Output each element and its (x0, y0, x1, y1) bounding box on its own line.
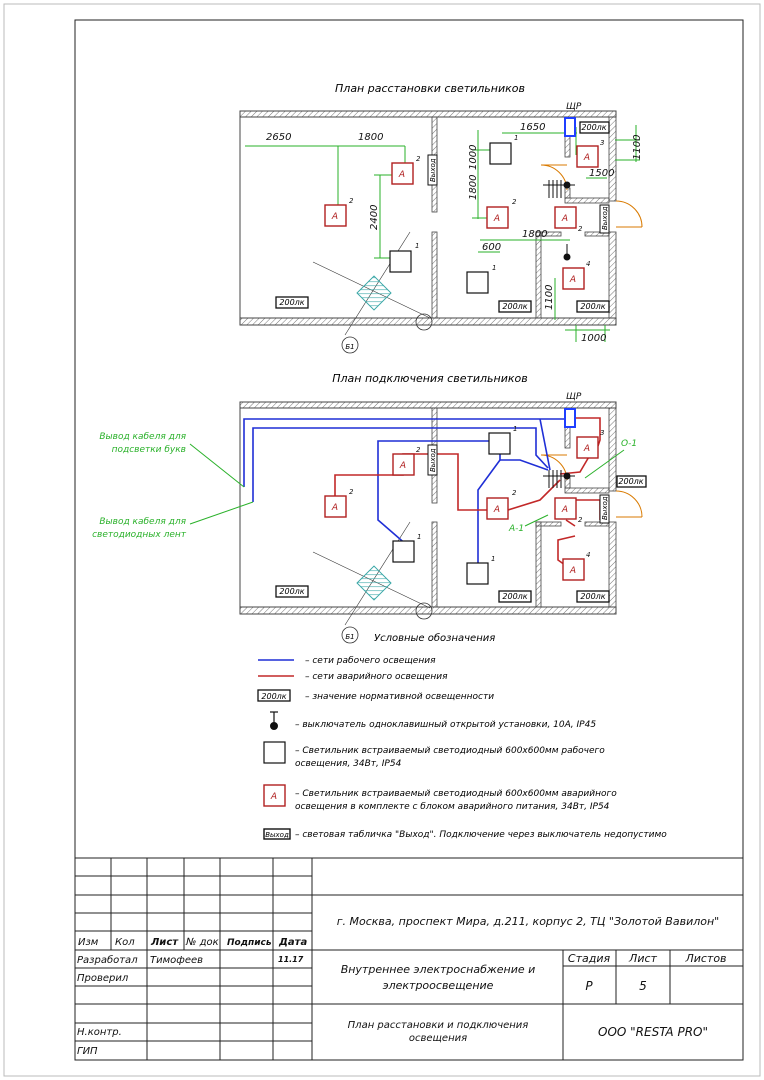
row-gip: ГИП (77, 1046, 98, 1057)
dim-1650: 1650 (520, 122, 546, 133)
exit-sign-plan2-right (600, 495, 609, 523)
lux-label: 200лк (502, 592, 528, 601)
legend-switch-icon (270, 712, 278, 730)
dim-1800a: 1800 (358, 132, 384, 143)
svg-text:А: А (493, 505, 501, 515)
dim-1100a: 1100 (632, 134, 643, 160)
svg-text:200лк: 200лк (261, 692, 287, 701)
svg-text:А: А (398, 170, 406, 180)
svg-text:А: А (561, 214, 569, 224)
svg-text:ЩР: ЩР (566, 392, 582, 402)
lux-label: 200лк (279, 587, 305, 596)
cable-note-letters: Вывод кабеля для (99, 432, 186, 442)
razrabotal-name: Тимофеев (150, 955, 204, 966)
svg-text:Выход: Выход (601, 206, 609, 230)
svg-text:А: А (569, 566, 577, 576)
panel-shr-plan1 (565, 118, 575, 136)
lux-label: 200лк (618, 477, 644, 486)
row-nkontr: Н.контр. (77, 1027, 122, 1038)
label-a1: А-1 (509, 524, 525, 534)
list-label: Лист (629, 952, 657, 965)
svg-text:2: 2 (578, 516, 583, 524)
cable-note-led: Вывод кабеля для (99, 517, 186, 527)
svg-text:Выход: Выход (429, 448, 437, 472)
svg-text:Выход: Выход (265, 831, 289, 839)
col-podpis: Подпись (227, 938, 272, 948)
plan2-title: План подключения светильников (332, 372, 528, 385)
svg-text:3: 3 (600, 429, 605, 437)
svg-text:2: 2 (349, 488, 354, 496)
svg-text:А: А (399, 461, 407, 471)
svg-text:Б1: Б1 (345, 633, 355, 641)
address: г. Москва, проспект Мира, д.211, корпус 2, ТЦ "Золотой Вавилон" (336, 915, 720, 928)
plan1-walls (240, 111, 642, 325)
legend-emerg-net: – сети аварийного освещения (305, 672, 448, 682)
exit-sign-plan1 (428, 155, 437, 185)
exit-sign-plan2 (428, 445, 437, 475)
svg-text:1: 1 (491, 555, 496, 563)
work-lamp (390, 251, 411, 272)
svg-text:А: А (331, 212, 339, 222)
work-lamp (490, 143, 511, 164)
svg-text:2: 2 (578, 225, 583, 233)
dim-1800c: 1800 (522, 229, 548, 240)
svg-text:электроосвещение: электроосвещение (382, 979, 494, 992)
legend-work-net: – сети рабочего освещения (305, 656, 436, 666)
svg-text:подсветки букв: подсветки букв (111, 445, 186, 455)
plan1-ceiling-fan (357, 276, 391, 310)
svg-text:светодиодных лент: светодиодных лент (92, 530, 186, 540)
legend-lux-text: – значение нормативной освещенности (305, 692, 495, 702)
stadia-value: Р (585, 979, 593, 993)
plan-connections (92, 372, 646, 643)
sheet-title: План расстановки и подключения (347, 1020, 529, 1031)
plan2-ceiling-fan (357, 566, 391, 600)
dim-1500: 1500 (589, 168, 615, 179)
svg-text:1: 1 (514, 134, 519, 142)
razrabotal-date: 11.17 (278, 955, 304, 964)
dim-1800b: 1800 (468, 174, 479, 200)
svg-text:1: 1 (513, 425, 518, 433)
work-lamp (489, 433, 510, 454)
svg-text:4: 4 (586, 551, 591, 559)
svg-text:А: А (270, 792, 278, 802)
project-title: Внутреннее электроснабжение и (340, 963, 536, 976)
lux-label: 200лк (580, 302, 606, 311)
svg-text:освещения в комплекте с блоком: освещения в комплекте с блоком аварийного питания, 34Вт, IP54 (295, 802, 610, 812)
legend-work-lamp-text: – Светильник встраиваемый светодиодный 600х600мм рабочего (295, 746, 605, 756)
dim-2400: 2400 (369, 204, 380, 230)
exit-sign-plan1-right (600, 205, 609, 233)
dim-1100b: 1100 (544, 284, 555, 310)
legend-switch-text: – выключатель одноклавишный открытой установки, 10А, IP45 (295, 720, 597, 730)
col-data: Дата (279, 937, 308, 948)
svg-text:освещения: освещения (408, 1033, 468, 1044)
label-o1: О-1 (621, 439, 638, 449)
plan-layout (240, 82, 643, 353)
svg-text:3: 3 (600, 139, 605, 147)
stadia-label: Стадия (567, 952, 611, 965)
svg-text:2: 2 (416, 155, 421, 163)
list-number: 5 (639, 979, 647, 993)
svg-text:2: 2 (416, 446, 421, 454)
lux-label: 200лк (279, 298, 305, 307)
legend-emerg-lamp-text: – Светильник встраиваемый светодиодный 600х600мм аварийного (295, 789, 617, 799)
svg-text:А: А (331, 503, 339, 513)
plan2-walls (240, 402, 642, 614)
axis-b1-label: Б1 (345, 343, 355, 351)
svg-text:2: 2 (349, 197, 354, 205)
svg-text:1: 1 (492, 264, 497, 272)
work-lamp (467, 272, 488, 293)
svg-text:Выход: Выход (601, 496, 609, 520)
dim-1000a: 1000 (468, 144, 479, 170)
listov-label: Листов (685, 952, 727, 965)
lux-label: 200лк (581, 123, 607, 132)
svg-text:А: А (493, 214, 501, 224)
legend-exit-text: – световая табличка "Выход". Подключение через выключатель недопустимо (295, 830, 667, 840)
svg-text:А: А (583, 444, 591, 454)
lux-label: 200лк (502, 302, 528, 311)
svg-text:1: 1 (415, 242, 420, 250)
lux-label: 200лк (580, 592, 606, 601)
panel-shr-plan2 (565, 409, 575, 427)
svg-text:1: 1 (417, 533, 422, 541)
svg-text:А: А (569, 275, 577, 285)
work-lamp (393, 541, 414, 562)
work-lamp (467, 563, 488, 584)
dim-1000b: 1000 (581, 333, 607, 344)
col-list: Лист (151, 937, 179, 948)
svg-text:А: А (561, 505, 569, 515)
plan1-title: План расстановки светильников (335, 82, 525, 95)
col-kol: Кол (115, 937, 135, 948)
row-proveril: Проверил (77, 973, 129, 984)
svg-text:2: 2 (512, 198, 517, 206)
legend-title: Условные обозначения (374, 633, 496, 644)
svg-text:А: А (583, 153, 591, 163)
svg-text:освещения, 34Вт, IP54: освещения, 34Вт, IP54 (295, 759, 402, 769)
legend (258, 632, 667, 840)
company-name: ООО "RESTA PRO" (598, 1025, 708, 1039)
dim-600: 600 (482, 242, 502, 253)
row-razrabotal: Разработал (77, 955, 138, 966)
col-izm: Изм (78, 937, 99, 948)
svg-text:Выход: Выход (429, 158, 437, 182)
legend-work-lamp (264, 742, 285, 763)
emergency-lighting-wiring (335, 418, 600, 565)
panel-shr-label: ЩР (566, 102, 582, 112)
dim-2650: 2650 (266, 132, 292, 143)
col-ndok: № док (186, 937, 219, 948)
svg-text:2: 2 (512, 489, 517, 497)
svg-text:4: 4 (586, 260, 591, 268)
